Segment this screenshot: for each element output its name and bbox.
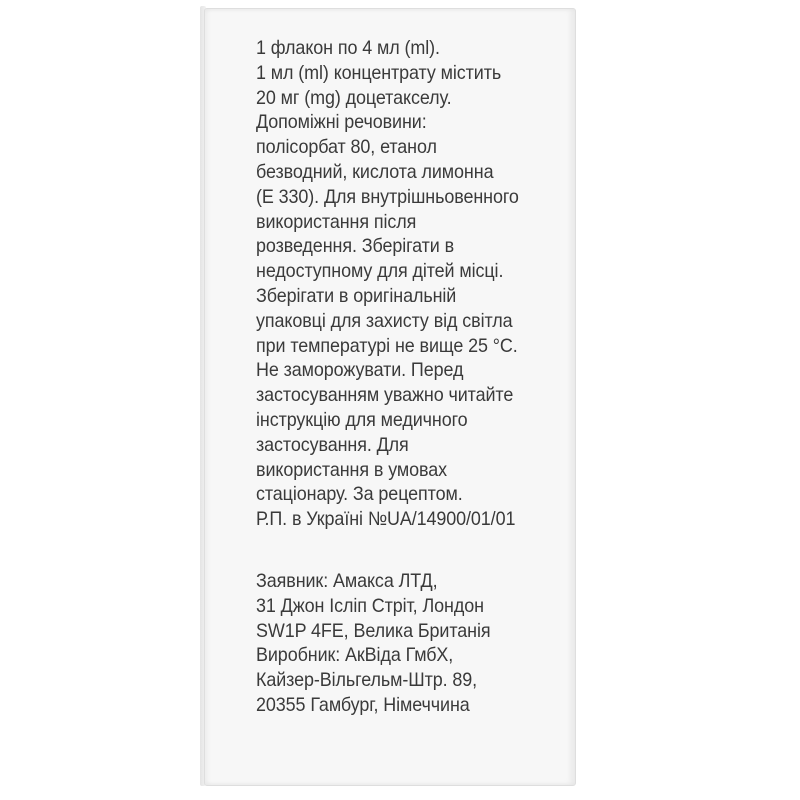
composition-line: при температурі не вище 25 °С. bbox=[256, 334, 518, 357]
composition-line: застосуванням уважно читайте bbox=[256, 384, 514, 407]
applicant-address-line: 31 Джон Ісліп Стріт, Лондон bbox=[256, 594, 484, 617]
composition-line: Не заморожувати. Перед bbox=[256, 359, 464, 382]
composition-line: безводний, кислота лимонна bbox=[256, 160, 494, 183]
composition-line: застосування. Для bbox=[256, 433, 409, 456]
composition-line: Допоміжні речовини: bbox=[256, 111, 427, 134]
manufacturer-address-line: Кайзер-Вільгельм-Штр. 89, bbox=[256, 669, 478, 692]
composition-line: розведення. Зберігати в bbox=[256, 235, 455, 258]
composition-line: 1 флакон по 4 мл (ml). bbox=[256, 37, 440, 59]
composition-block bbox=[256, 36, 532, 532]
composition-line: недоступному для дітей місці. bbox=[256, 260, 504, 283]
applicant-address-line: SW1P 4FE, Велика Британія bbox=[256, 619, 491, 642]
composition-line: (Е 330). Для внутрішньовенного bbox=[256, 185, 519, 208]
composition-line: використання в умовах bbox=[256, 458, 448, 481]
composition-line: упаковці для захисту від світла bbox=[256, 309, 513, 332]
composition-line: інструкцію для медичного bbox=[256, 408, 468, 431]
composition-line: полісорбат 80, етанол bbox=[256, 136, 437, 159]
applicant-line: Заявник: Амакса ЛТД, bbox=[256, 569, 438, 592]
composition-line: використання після bbox=[256, 210, 417, 233]
carton-label-text bbox=[256, 36, 532, 718]
manufacturer-address-line: 20355 Гамбург, Німеччина bbox=[256, 693, 470, 716]
composition-line: стаціонару. За рецептом. bbox=[256, 483, 463, 506]
manufacturer-block bbox=[256, 569, 532, 718]
registration-number-line: Р.П. в Україні №UA/14900/01/01 bbox=[256, 508, 516, 531]
composition-line: 1 мл (ml) концентрату містить bbox=[256, 61, 502, 84]
composition-line: Зберігати в оригінальній bbox=[256, 284, 457, 307]
composition-line: 20 мг (mg) доцетакселу. bbox=[256, 86, 452, 109]
manufacturer-line: Виробник: АкВіда ГмбХ, bbox=[256, 644, 454, 667]
